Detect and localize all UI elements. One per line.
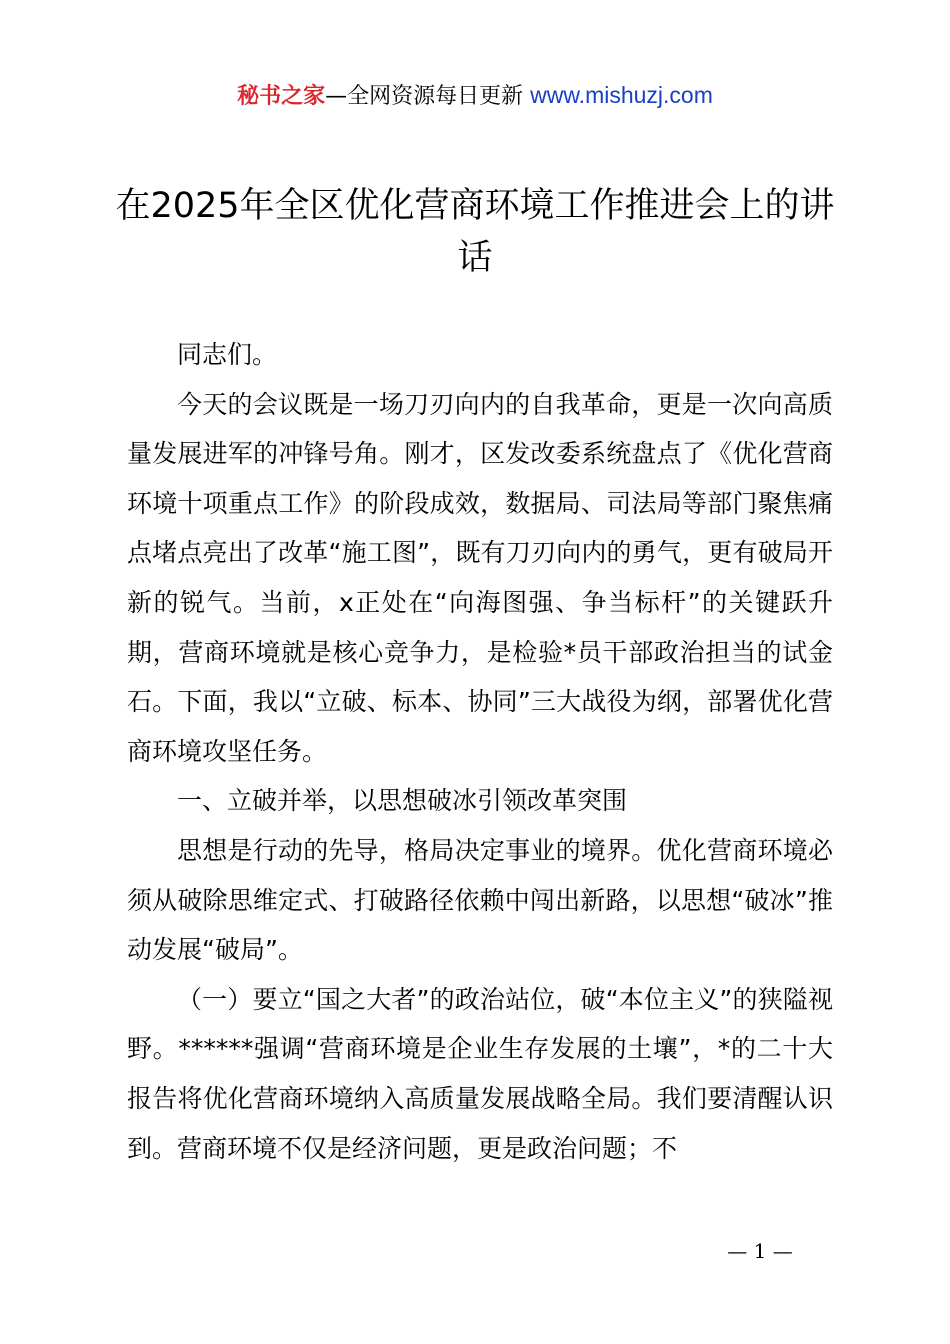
section-paragraph: 思想是行动的先导，格局决定事业的境界。优化营商环境必须从破除思维定式、打破路径依赖中闯出新路，以思想“破冰”推动发展“破局”。 xyxy=(127,835,833,965)
intro-paragraph: 今天的会议既是一场刀刃向内的自我革命，更是一次向高质量发展进军的冲锋号角。刚才，区发改委系统盘点了《优化营商环境十项重点工作》的阶段成效，数据局、司法局等部门聚焦痛点堵点亮出了改革“施工图”，既有刀刃向内的勇气，更有破局开新的锐气。当前，x正处在“向海图强、争当标杆”的关键跃升期，营商环境就是核心竞争力，是检验*员干部政治担当的试金石。下面，我以“立破、标本、协同”三大战役为纲，部署优化营商环境攻坚任务。 xyxy=(127,389,833,766)
salutation-paragraph: 同志们。 xyxy=(177,340,278,369)
subsection-paragraph: （一）要立“国之大者”的政治站位，破“本位主义”的狭隘视野。******强调“营商环境是企业生存发展的土壤”，*的二十大报告将优化营商环境纳入高质量发展战略全局。我们要清醒认识到。营商环境不仅是经济问题，更是政治问题；不 xyxy=(127,984,833,1163)
site-banner xyxy=(0,78,950,114)
banner-tagline: —全网资源每日更新 xyxy=(325,84,524,109)
brand-name: 秘书之家 xyxy=(237,84,326,109)
page-number: — 1 — xyxy=(727,1239,793,1263)
document-body xyxy=(127,330,833,1173)
section-heading: 一、立破并举，以思想破冰引领改革突围 xyxy=(177,786,628,816)
document-title: 在2025年全区优化营商环境工作推进会上的讲话 xyxy=(115,186,835,278)
site-url-link[interactable]: www.mishuzj.com xyxy=(530,82,713,108)
